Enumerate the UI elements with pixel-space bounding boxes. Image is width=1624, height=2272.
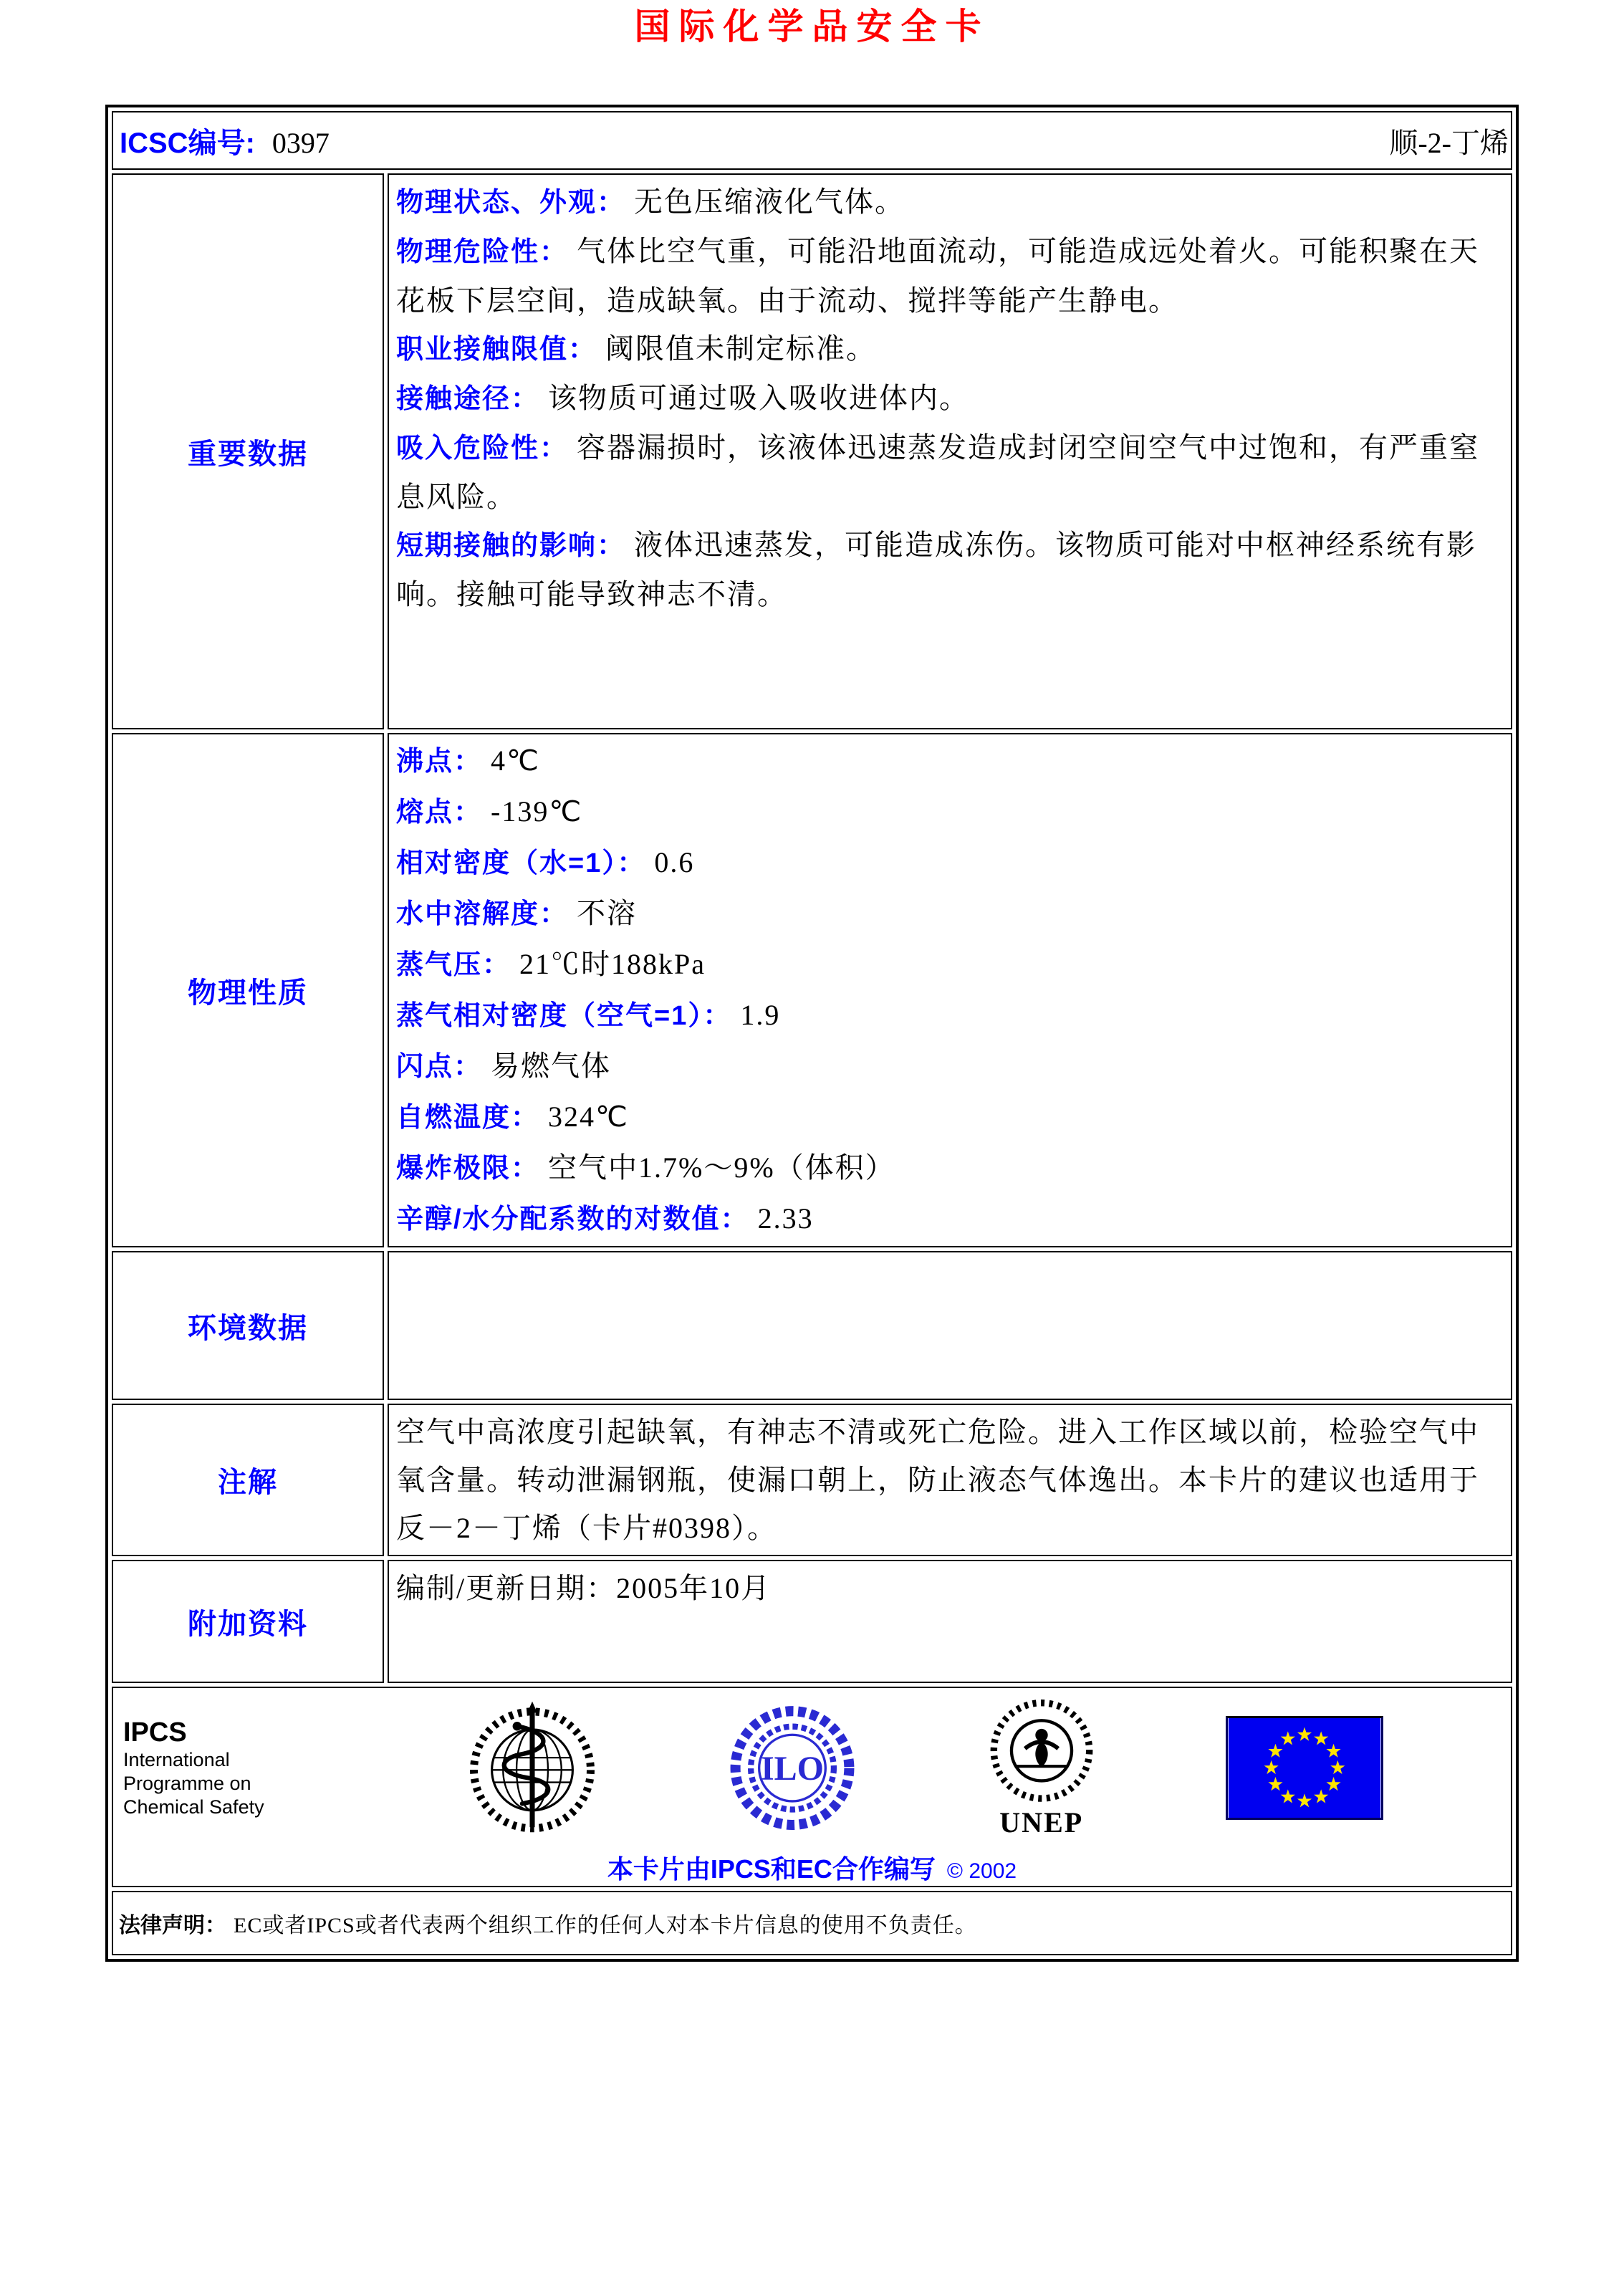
header-row — [112, 111, 1512, 170]
ipcs-subtitle-line: International — [123, 1749, 230, 1770]
important-data-row — [112, 173, 1512, 729]
property-label: 沸点： — [396, 747, 483, 777]
legal-notice-label: 法律声明： — [119, 1914, 226, 1937]
property-label: 物理危险性： — [396, 237, 569, 267]
property-label: 蒸气压： — [396, 950, 511, 980]
unep-logo-block — [984, 1697, 1099, 1839]
property-value: 无色压缩液化气体。 — [625, 186, 905, 218]
ipcs-subtitle-line: Chemical Safety — [123, 1796, 264, 1818]
legal-cell — [112, 1891, 1512, 1955]
property-line — [396, 1092, 1504, 1143]
property-label: 水中溶解度： — [396, 899, 569, 929]
property-line — [396, 787, 1504, 838]
page-title: 国际化学品安全卡 — [634, 6, 990, 47]
icsc-number-value: 0397 — [272, 126, 330, 159]
ipcs-subtitle-line: Programme on — [123, 1773, 251, 1794]
section-content-environmental-data — [388, 1251, 1512, 1400]
property-label: 辛醇/水分配系数的对数值： — [396, 1204, 749, 1235]
property-value: 液体迅速蒸发，可能造成冻伤。该物质可能对中枢神经系统有影响。接触可能导致神志不清。 — [396, 529, 1477, 610]
property-line — [396, 1194, 1504, 1245]
section-label-important-data: 重要数据 — [112, 173, 384, 729]
property-label: 接触途径： — [396, 384, 540, 414]
property-value: 不溶 — [568, 897, 638, 929]
section-label-physical-properties: 物理性质 — [112, 733, 384, 1247]
environmental-data-row — [112, 1251, 1512, 1400]
property-label: 物理状态、外观： — [396, 188, 626, 218]
property-value: 该物质可通过吸入吸收进体内。 — [539, 382, 970, 414]
property-label: 自燃温度： — [396, 1103, 540, 1133]
property-label: 蒸气相对密度（空气=1）： — [396, 1001, 732, 1031]
property-line — [396, 1143, 1504, 1194]
physical-properties-row — [112, 733, 1512, 1247]
property-line — [396, 374, 1504, 423]
property-line — [396, 227, 1504, 325]
property-label: 吸入危险性： — [396, 433, 569, 464]
section-label-notes: 注解 — [112, 1404, 384, 1556]
header-cell — [112, 111, 1512, 170]
property-line — [396, 1041, 1504, 1092]
additional-info-row — [112, 1560, 1512, 1683]
chemical-name: 顺-2-丁烯 — [1389, 126, 1509, 159]
section-content-physical-properties — [388, 733, 1512, 1247]
property-line — [396, 325, 1504, 374]
icsc-card-table — [105, 105, 1519, 1962]
section-label-environmental-data: 环境数据 — [112, 1251, 384, 1400]
icsc-number-label: ICSC编号: — [120, 127, 255, 159]
property-line — [396, 521, 1504, 618]
property-value: -139℃ — [482, 795, 583, 828]
property-label: 爆炸极限： — [396, 1154, 540, 1184]
property-value: 阈限值未制定标准。 — [597, 332, 877, 365]
property-label: 闪点： — [396, 1052, 483, 1082]
notes-paragraph: 空气中高浓度引起缺氧，有神志不清或死亡危险。进入工作区域以前，检验空气中氧含量。转动泄漏钢瓶，使漏口朝上，防止液态气体逸出。本卡片的建议也适用于反－2－丁烯（卡片#0398）。 — [396, 1416, 1479, 1544]
property-line — [396, 939, 1504, 990]
property-value: 2.33 — [749, 1202, 814, 1235]
logos-row — [112, 1687, 1512, 1887]
who-logo-icon — [465, 1698, 600, 1839]
legal-row — [112, 1891, 1512, 1955]
cooperation-caption-text: 本卡片由IPCS和EC合作编写 — [607, 1854, 936, 1884]
ipcs-title: IPCS — [123, 1717, 187, 1748]
legal-notice-text: EC或者IPCS或者代表两个组织工作的任何人对本卡片信息的使用不负责任。 — [234, 1914, 977, 1937]
section-content-additional-info — [388, 1560, 1512, 1683]
property-line — [396, 736, 1504, 787]
unep-label: UNEP — [999, 1806, 1084, 1839]
cooperation-caption — [113, 1849, 1511, 1886]
property-value: 气体比空气重，可能沿地面流动，可能造成远处着火。可能积聚在天花板下层空间，造成缺氧。由于流动、搅拌等能产生静电。 — [396, 235, 1480, 317]
property-value: 21℃时188kPa — [511, 948, 706, 980]
property-value: 易燃气体 — [482, 1050, 612, 1082]
property-value: 容器漏损时，该液体迅速蒸发造成封闭空间空气中过饱和，有严重窒息风险。 — [396, 431, 1480, 513]
property-value: 0.6 — [645, 846, 695, 878]
notes-row — [112, 1404, 1512, 1556]
property-label: 职业接触限值： — [396, 335, 597, 365]
unep-logo-icon — [984, 1697, 1099, 1810]
property-value: 空气中1.7%～9%（体积） — [539, 1151, 895, 1184]
property-value: 4℃ — [482, 744, 540, 777]
property-line — [396, 990, 1504, 1041]
ipcs-text-block — [123, 1717, 338, 1819]
section-content-important-data — [388, 173, 1512, 729]
property-line — [396, 888, 1504, 939]
eu-flag-icon — [1226, 1716, 1383, 1820]
property-line — [396, 838, 1504, 888]
update-date-text: 编制/更新日期：2005年10月 — [396, 1572, 772, 1604]
logos-cell — [112, 1687, 1512, 1887]
property-label: 短期接触的影响： — [396, 531, 626, 561]
icsc-number-group — [120, 120, 330, 161]
property-label: 相对密度（水=1）： — [396, 848, 646, 878]
section-label-additional-info: 附加资料 — [112, 1560, 384, 1683]
svg-text:ILO: ILO — [760, 1749, 824, 1788]
property-line — [396, 423, 1504, 521]
property-line — [396, 178, 1504, 227]
section-content-notes — [388, 1404, 1512, 1556]
property-value: 324℃ — [539, 1101, 629, 1133]
copyright-text: © 2002 — [946, 1859, 1017, 1883]
property-value: 1.9 — [731, 999, 781, 1031]
ilo-logo-icon — [727, 1701, 857, 1836]
property-label: 熔点： — [396, 797, 483, 828]
